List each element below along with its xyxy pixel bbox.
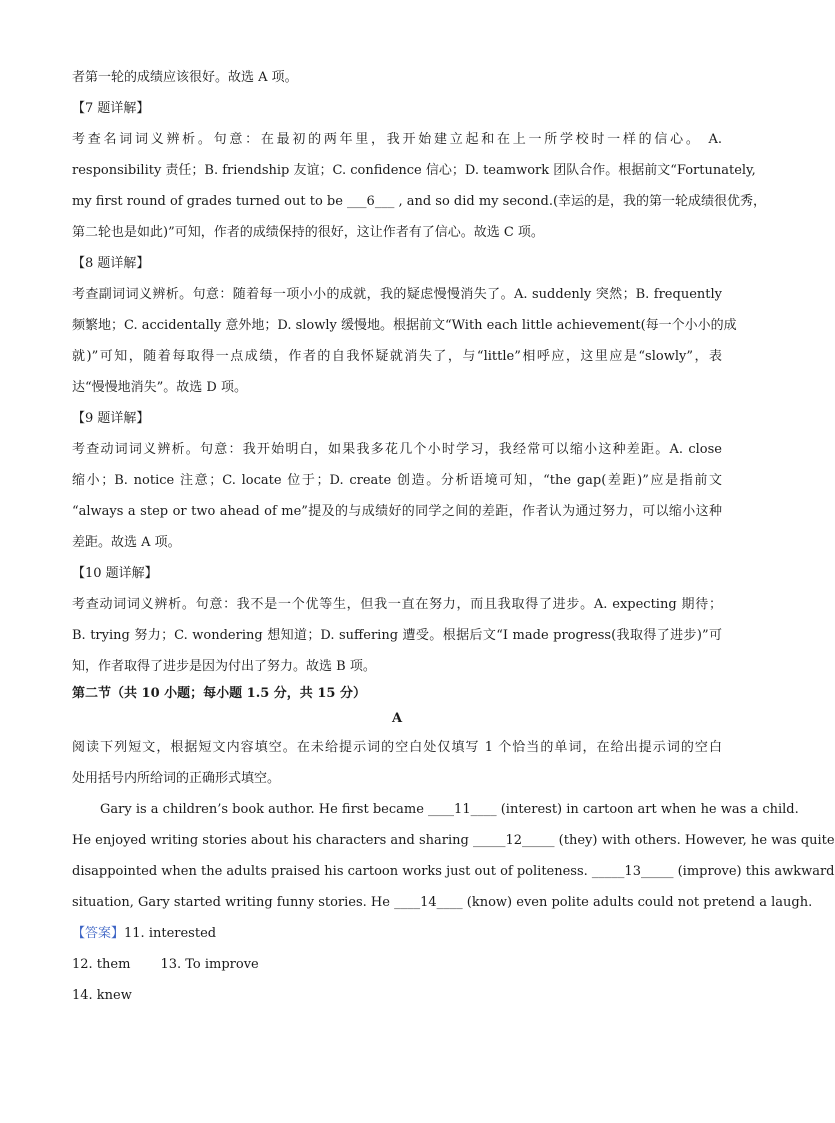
text-line: 考查动词词义辨析。句意：我开始明白，如果我多花几个小时学习，我经常可以缩小这种差距。A. close	[72, 442, 722, 457]
text-line: 频繁地；C. accidentally 意外地；D. slowly 缓慢地。根据前文“With each little achievement(每一个小小的成	[72, 318, 737, 333]
text-line: 考查动词词义辨析。句意：我不是一个优等生，但我一直在努力，而且我取得了进步。A. expecting 期待；	[72, 597, 722, 612]
passage-text: (know) even polite adults could not pretend a laugh.	[462, 895, 813, 910]
blank-13: _____13_____	[591, 864, 674, 879]
text-line: 缩小；B. notice 注意；C. locate 位于；D. create 创造。分析语境可知，“the gap(差距)”应是指前文	[72, 473, 722, 488]
blank-11: ____11____	[428, 802, 497, 817]
text-line: responsibility 责任；B. friendship 友谊；C. confidence 信心；D. teamwork 团队合作。根据前文“Fortunately,	[72, 163, 756, 178]
passage-text: disappointed when the adults praised his cartoon works just out of politeness.	[72, 864, 592, 879]
passage-line	[72, 794, 799, 825]
instruction-line: 阅读下列短文，根据短文内容填空。在未给提示词的空白处仅填写 1 个恰当的单词，在给出提示词的空白	[72, 740, 722, 755]
instruction-line: 处用括号内所给词的正确形式填空。	[72, 771, 281, 786]
passage-text: He enjoyed writing stories about his characters and sharing	[72, 833, 473, 848]
part-label: A	[391, 711, 403, 726]
text-line: 差距。故选 A 项。	[72, 535, 181, 550]
question-heading-8: 【8 题详解】	[72, 256, 150, 271]
answer-line	[72, 918, 722, 949]
answer-tag: 【答案】	[72, 926, 125, 941]
question-heading-10: 【10 题详解】	[72, 566, 158, 581]
text-line: 知，作者取得了进步是因为付出了努力。故选 B 项。	[72, 659, 376, 674]
passage-text: (improve) this awkward	[673, 864, 835, 879]
passage-line	[72, 887, 813, 918]
text-line: B. trying 努力；C. wondering 想知道；D. suffering 遭受。根据后文“I made progress(我取得了进步)”可	[72, 628, 722, 643]
blank-12: _____12_____	[473, 833, 555, 848]
passage-text: (they) with others. However, he was quite	[554, 833, 835, 848]
question-heading-9: 【9 题详解】	[72, 411, 150, 426]
text-line: “always a step or two ahead of me”提及的与成绩好的同学之间的差距，作者认为通过努力，可以缩小这种	[72, 504, 722, 519]
text-line: my first round of grades turned out to be ___6___ , and so did my second.(幸运的是，我的第一轮成绩很优秀，	[72, 194, 767, 209]
passage-text: situation, Gary started writing funny stories. He	[72, 895, 395, 910]
passage-line	[72, 825, 835, 856]
answer-line	[72, 949, 722, 980]
answer-13: 13. To improve	[160, 957, 259, 972]
passage-text: (interest) in cartoon art when he was a child.	[496, 802, 799, 817]
text-line: 考查名词词义辨析。句意：在最初的两年里，我开始建立起和在上一所学校时一样的信心。 A.	[72, 132, 722, 147]
answer-line	[72, 980, 722, 1011]
text-line: 达“慢慢地消失”。故选 D 项。	[72, 380, 247, 395]
passage-line	[72, 856, 835, 887]
section-heading: 第二节（共 10 小题；每小题 1.5 分，共 15 分）	[72, 686, 366, 701]
question-heading-7: 【7 题详解】	[72, 101, 150, 116]
blank-14: ____14____	[394, 895, 463, 910]
document-page	[72, 62, 835, 1011]
text-line: 考查副词词义辨析。句意：随着每一项小小的成就，我的疑虑慢慢消失了。A. suddenly 突然；B. frequently	[72, 287, 722, 302]
passage-text: Gary is a children’s book author. He first became	[100, 802, 429, 817]
text-line: 者第一轮的成绩应该很好。故选 A 项。	[72, 70, 298, 85]
answer-11: 11. interested	[124, 926, 217, 941]
answer-14: 14. knew	[72, 988, 132, 1003]
text-line: 第二轮也是如此)”可知，作者的成绩保持的很好，这让作者有了信心。故选 C 项。	[72, 225, 544, 240]
answer-12: 12. them	[72, 957, 131, 972]
text-line: 就)”可知，随着每取得一点成绩，作者的自我怀疑就消失了，与“little”相呼应，这里应是“slowly”，表	[72, 349, 722, 364]
